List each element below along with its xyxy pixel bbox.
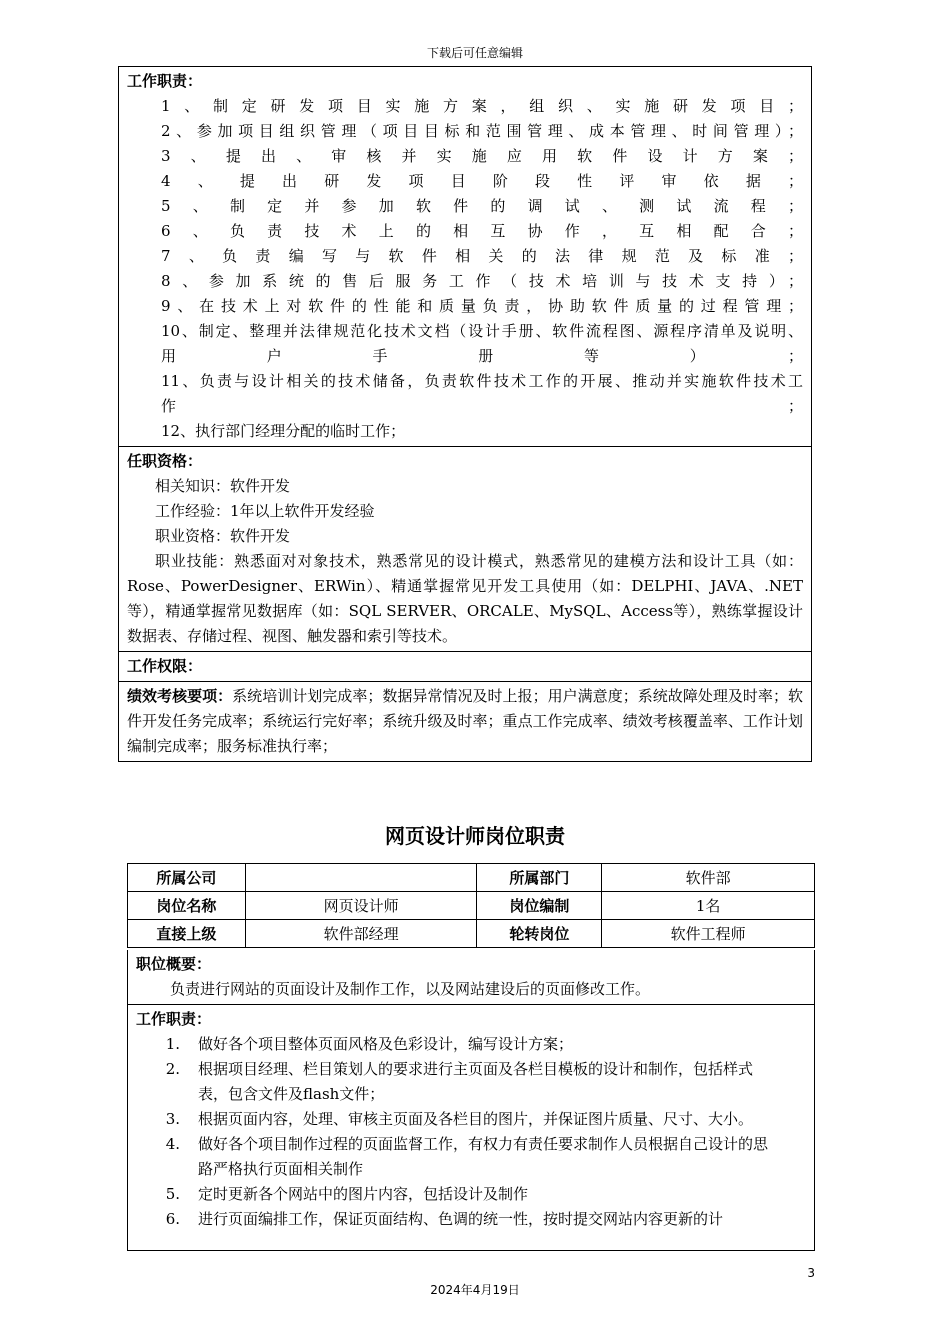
table-row (128, 864, 815, 892)
list-item (156, 1182, 782, 1207)
page-title: 网页设计师岗位职责 (385, 824, 565, 848)
list-item-text: 做好各个项目制作过程的页面监督工作，有权力有责任要求制作人员根据自己设计的思路严格执行页面相关制作 (198, 1135, 769, 1178)
duty-item: 6、负责技术上的相互协作，互相配合； (161, 222, 803, 240)
position-value: 网页设计师 (245, 892, 477, 920)
qual-experience: 工作经验：1年以上软件开发经验 (155, 502, 375, 520)
list-item-text: 根据项目经理、栏目策划人的要求进行主页面及各栏目模板的设计和制作，包括样式表，包含文件及flash文件； (198, 1060, 754, 1103)
web-duties-title: 工作职责： (136, 1010, 212, 1028)
company-label: 所属公司 (128, 864, 246, 892)
kpi-label: 绩效考核要项： (127, 687, 233, 705)
duty-item: 1、制定研发项目实施方案，组织、实施研发项目； (161, 97, 803, 115)
list-item-text: 进行页面编排工作，保证页面结构、色调的统一性，按时提交网站内容更新的计 (198, 1210, 724, 1228)
list-item-text: 做好各个项目整体页面风格及色彩设计，编写设计方案； (198, 1035, 574, 1053)
list-item-number: 4. (165, 1135, 180, 1153)
duty-item: 8、参加系统的售后服务工作（技术培训与技术支持）； (161, 272, 803, 290)
duty-item: 3、提出、审核并实施应用软件设计方案； (161, 147, 803, 165)
list-item-text: 定时更新各个网站中的图片内容，包括设计及制作 (198, 1185, 529, 1203)
rotation-value: 软件工程师 (602, 920, 815, 948)
duty-item: 11、负责与设计相关的技术储备，负责软件技术工作的开展、推动并实施软件技术工 (161, 372, 803, 390)
qualifications-title: 任职资格： (127, 452, 203, 470)
duty-item: 用户手册等）； (161, 347, 803, 365)
web-designer-box (127, 950, 815, 1251)
kpi-section (119, 681, 811, 761)
duty-item: 4、提出研发项目阶段性评审依据； (161, 172, 803, 190)
list-item (156, 1207, 782, 1232)
duties-section (119, 67, 811, 446)
kpi-content: 系统培训计划完成率；数据异常情况及时上报；用户满意度；系统故障处理及时率；软件开发任务完成率；系统运行完好率；系统升级及时率；重点工作完成率、绩效考核覆盖率、工作计划编制完成率；服务标准执行率； (127, 687, 803, 755)
duty-item: 12、执行部门经理分配的临时工作； (161, 422, 406, 440)
qual-knowledge: 相关知识：软件开发 (155, 477, 291, 495)
overview-section (128, 950, 814, 1004)
list-item-number: 6. (165, 1210, 180, 1228)
duty-item: 2、参加项目组织管理（项目目标和范围管理、成本管理、时间管理）； (161, 122, 803, 140)
duty-item: 7、负责编写与软件相关的法律规范及标准； (161, 247, 803, 265)
authority-title: 工作权限： (127, 657, 203, 675)
superior-label: 直接上级 (128, 920, 246, 948)
list-item-number: 2. (165, 1060, 180, 1078)
duty-item: 9、在技术上对软件的性能和质量负责，协助软件质量的过程管理； (161, 297, 803, 315)
dept-value: 软件部 (602, 864, 815, 892)
list-item (156, 1032, 782, 1057)
authority-section (119, 651, 811, 681)
position-info-table (127, 863, 815, 948)
company-value (245, 864, 477, 892)
superior-value: 软件部经理 (245, 920, 477, 948)
headcount-value: 1名 (602, 892, 815, 920)
footer-date: 2024年4月19日 (430, 1283, 520, 1297)
duty-item: 作； (161, 397, 803, 415)
overview-text: 负责进行网站的页面设计及制作工作，以及网站建设后的页面修改工作。 (170, 980, 651, 998)
table-row (128, 892, 815, 920)
page-number: 3 (807, 1266, 815, 1280)
table-row (128, 920, 815, 948)
qualifications-section (119, 446, 811, 651)
list-item-number: 5. (165, 1185, 180, 1203)
qual-skills: 职业技能：熟悉面对对象技术，熟悉常见的设计模式，熟悉常见的建模方法和设计工具（如：Rose、PowerDesigner、ERWin）、精通掌握常见开发工具使用（如：DELPHI、JAVA、.NET等），精通掌握常见数据库（如：SQL SERVER、ORCALE、MySQL、Access等），熟练掌握设计数据表、存储过程、视图、触发器和索引等技术。 (127, 552, 803, 645)
duty-item: 5、制定并参加软件的调试、测试流程； (161, 197, 803, 215)
overview-title: 职位概要： (136, 955, 212, 973)
web-duties-list (136, 1032, 806, 1232)
headcount-label: 岗位编制 (477, 892, 602, 920)
list-item (156, 1057, 782, 1107)
web-duties-section (128, 1004, 814, 1234)
duties-list (127, 94, 803, 444)
qual-certification: 职业资格：软件开发 (155, 527, 291, 545)
list-item (156, 1107, 782, 1132)
job-description-box (118, 66, 812, 762)
duties-title: 工作职责： (127, 72, 203, 90)
list-item-number: 1. (165, 1035, 180, 1053)
list-item-text: 根据页面内容，处理、审核主页面及各栏目的图片，并保证图片质量、尺寸、大小。 (198, 1110, 754, 1128)
position-label: 岗位名称 (128, 892, 246, 920)
list-item (156, 1132, 782, 1182)
kpi-text (127, 684, 803, 759)
dept-label: 所属部门 (477, 864, 602, 892)
rotation-label: 轮转岗位 (477, 920, 602, 948)
list-item-number: 3. (165, 1110, 180, 1128)
page-header: 下载后可任意编辑 (426, 46, 523, 60)
duty-item: 10、制定、整理并法律规范化技术文档（设计手册、软件流程图、源程序清单及说明、 (161, 322, 803, 340)
